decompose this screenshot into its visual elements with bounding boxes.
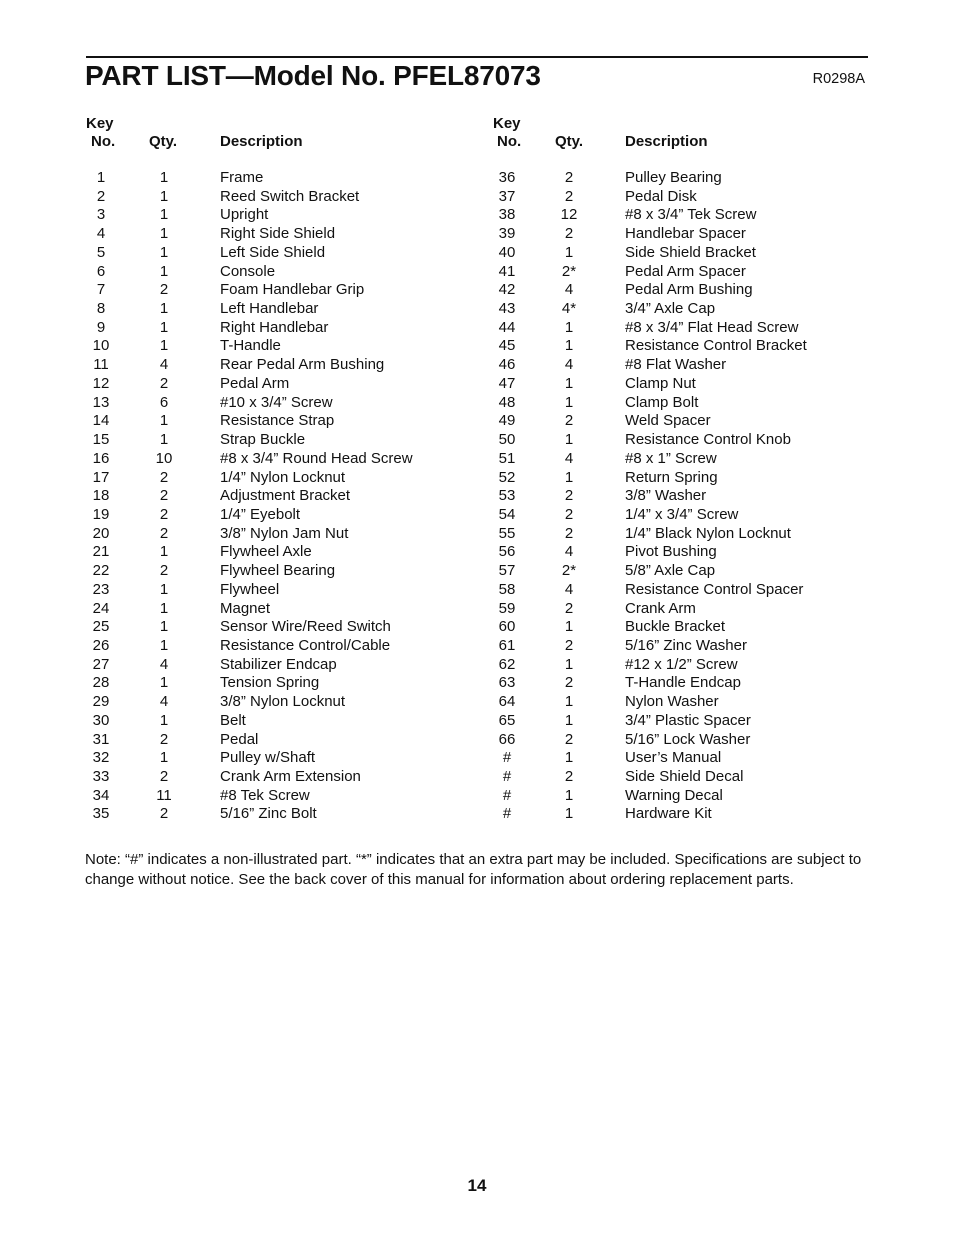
part-description: Side Shield Decal (625, 768, 744, 785)
part-quantity: 1 (564, 374, 574, 392)
part-key-number: 35 (92, 805, 110, 823)
part-description: Crank Arm (625, 599, 696, 617)
part-quantity: 1 (564, 318, 574, 336)
part-quantity: 2 (564, 225, 574, 243)
part-quantity: 6 (159, 393, 169, 411)
part-description: 5/16” Zinc Washer (625, 636, 747, 654)
page-title: PART LIST—Model No. PFEL87073 (85, 60, 541, 91)
part-description: Resistance Control Bracket (625, 337, 807, 355)
part-description: 5/8” Axle Cap (625, 562, 716, 580)
part-description: 5/16” Lock Washer (625, 730, 751, 748)
part-key-number: 19 (92, 505, 110, 523)
part-quantity: 2 (564, 524, 574, 542)
part-key-number: 22 (92, 562, 110, 580)
part-description: Right Side Shield (220, 225, 336, 243)
part-description: Reed Switch Bracket (220, 187, 360, 205)
part-description: Crank Arm Extension (220, 768, 361, 785)
part-quantity: 1 (564, 393, 574, 411)
part-key-number: 52 (498, 468, 516, 486)
part-quantity: 2 (159, 768, 169, 785)
part-key-number: 41 (498, 262, 516, 280)
part-key-number: 59 (498, 599, 516, 617)
part-description: 1/4” Nylon Locknut (220, 468, 346, 486)
part-key-number: 60 (498, 618, 516, 636)
part-description: Pulley w/Shaft (220, 749, 316, 767)
part-description: Pulley Bearing (625, 169, 722, 186)
part-description: Rear Pedal Arm Bushing (220, 356, 385, 374)
part-key-number: 27 (92, 655, 110, 673)
part-quantity: 4 (564, 580, 574, 598)
part-key-number: 39 (498, 225, 516, 243)
part-key-number: 63 (498, 674, 516, 692)
part-description: #8 Tek Screw (220, 786, 310, 804)
part-quantity: 2 (564, 599, 574, 617)
part-quantity: 4 (564, 281, 574, 299)
part-key-number: 13 (92, 393, 110, 411)
document-code: R0298A (812, 71, 865, 87)
part-quantity: 2 (159, 374, 169, 392)
part-quantity: 4 (159, 693, 169, 711)
part-quantity: 4* (561, 300, 577, 318)
part-key-number: 14 (92, 412, 110, 430)
part-quantity: 1 (159, 169, 169, 186)
part-description: 1/4” x 3/4” Screw (625, 505, 739, 523)
part-key-number: # (502, 805, 512, 823)
part-key-number: 12 (92, 374, 110, 392)
part-quantity: 2 (564, 768, 574, 785)
part-quantity: 2 (564, 187, 574, 205)
part-description: Resistance Control/Cable (220, 636, 391, 654)
part-description: Pivot Bushing (625, 543, 717, 561)
part-quantity: 1 (159, 225, 169, 243)
part-key-number: 46 (498, 356, 516, 374)
part-key-number: # (502, 786, 512, 804)
page-number: 14 (467, 1176, 487, 1195)
part-description: Resistance Strap (220, 412, 335, 430)
part-description: Clamp Nut (625, 374, 696, 392)
part-key-number: 1 (96, 169, 106, 186)
part-description: 3/8” Nylon Locknut (220, 693, 346, 711)
part-quantity: 2 (564, 674, 574, 692)
part-quantity: 1 (564, 431, 574, 449)
part-quantity: 2 (564, 636, 574, 654)
part-description: Frame (220, 169, 264, 186)
part-quantity: 1 (159, 337, 169, 355)
part-quantity: 4 (564, 543, 574, 561)
part-key-number: 24 (92, 599, 110, 617)
part-description: Return Spring (625, 468, 718, 486)
part-key-number: 20 (92, 524, 110, 542)
part-description: 1/4” Black Nylon Locknut (625, 524, 791, 542)
part-description: 1/4” Eyebolt (220, 505, 301, 523)
part-quantity: 1 (564, 749, 574, 767)
part-key-number: 8 (96, 300, 106, 318)
part-quantity: 1 (564, 805, 574, 823)
part-key-number: 7 (96, 281, 106, 299)
part-key-number: 18 (92, 487, 110, 505)
right-description-header: Description (625, 133, 708, 150)
part-key-number: 64 (498, 693, 516, 711)
part-description: #8 x 3/4” Round Head Screw (220, 449, 413, 467)
part-description: Weld Spacer (625, 412, 711, 430)
part-key-number: 36 (498, 169, 516, 186)
part-description: Pedal Arm (220, 374, 290, 392)
part-description: T-Handle (220, 337, 281, 355)
part-key-number: 58 (498, 580, 516, 598)
part-key-number: 43 (498, 300, 516, 318)
part-key-number: 10 (92, 337, 110, 355)
part-description: Buckle Bracket (625, 618, 726, 636)
part-quantity: 2 (159, 468, 169, 486)
part-quantity: 1 (159, 431, 169, 449)
part-key-number: 61 (498, 636, 516, 654)
part-key-number: 32 (92, 749, 110, 767)
part-description: Pedal Disk (625, 187, 697, 205)
part-key-number: 48 (498, 393, 516, 411)
part-quantity: 2 (159, 281, 169, 299)
part-key-number: 2 (96, 187, 106, 205)
part-quantity: 1 (159, 412, 169, 430)
part-description: T-Handle Endcap (625, 674, 741, 692)
part-description: #8 x 1” Screw (625, 449, 717, 467)
part-quantity: 2 (564, 730, 574, 748)
part-description: Resistance Control Knob (625, 431, 791, 449)
part-description: Sensor Wire/Reed Switch (220, 618, 391, 636)
part-description: 3/8” Washer (625, 487, 707, 505)
part-description: Side Shield Bracket (625, 243, 756, 261)
part-description: Foam Handlebar Grip (220, 281, 365, 299)
part-description: 3/8” Nylon Jam Nut (220, 524, 349, 542)
part-quantity: 1 (564, 711, 574, 729)
part-key-number: 45 (498, 337, 516, 355)
part-quantity: 4 (564, 356, 574, 374)
part-description: Flywheel Axle (220, 543, 312, 561)
part-key-number: 34 (92, 786, 110, 804)
part-key-number: # (502, 749, 512, 767)
right-key-header-line1: Key (493, 115, 521, 132)
part-description: Handlebar Spacer (625, 225, 746, 243)
part-key-number: 57 (498, 562, 516, 580)
part-quantity: 1 (159, 206, 169, 224)
part-description: Left Handlebar (220, 300, 319, 318)
part-description: Tension Spring (220, 674, 320, 692)
part-description: #12 x 1/2” Screw (625, 655, 738, 673)
part-quantity: 1 (159, 580, 169, 598)
left-key-header-line2: No. (91, 133, 116, 150)
part-key-number: 66 (498, 730, 516, 748)
part-quantity: 2* (561, 562, 577, 580)
part-description: Clamp Bolt (625, 393, 699, 411)
left-key-header-line1: Key (86, 115, 114, 132)
part-quantity: 1 (564, 468, 574, 486)
part-key-number: 21 (92, 543, 110, 561)
part-quantity: 2 (159, 562, 169, 580)
part-quantity: 1 (159, 543, 169, 561)
part-key-number: 29 (92, 693, 110, 711)
part-description: Left Side Shield (220, 243, 326, 261)
part-description: #8 x 3/4” Flat Head Screw (625, 318, 799, 336)
right-key-header-line2: No. (497, 133, 522, 150)
part-key-number: 56 (498, 543, 516, 561)
part-quantity: 1 (564, 655, 574, 673)
part-quantity: 11 (156, 786, 172, 804)
part-description: Stabilizer Endcap (220, 655, 337, 673)
part-key-number: 28 (92, 674, 110, 692)
part-key-number: 49 (498, 412, 516, 430)
right-qty-header: Qty. (555, 133, 584, 150)
part-description: Pedal (220, 730, 259, 748)
part-description: Flywheel Bearing (220, 562, 336, 580)
part-quantity: 2 (159, 524, 169, 542)
part-quantity: 4 (564, 449, 574, 467)
part-key-number: 42 (498, 281, 516, 299)
part-quantity: 1 (159, 618, 169, 636)
part-quantity: 1 (159, 674, 169, 692)
part-quantity: 1 (159, 318, 169, 336)
parts-note: Note: “#” indicates a non-illustrated part. “*” indicates that an extra part may be included. Specifications are subject to change without notice. See the back cover of this manual for information about ordering replacement parts. (85, 851, 862, 888)
part-description: Nylon Washer (625, 693, 719, 711)
part-quantity: 2 (564, 505, 574, 523)
part-key-number: 38 (498, 206, 516, 224)
part-quantity: 1 (159, 243, 169, 261)
part-quantity: 2 (159, 805, 169, 823)
part-key-number: 50 (498, 431, 516, 449)
part-quantity: 1 (564, 693, 574, 711)
part-key-number: 55 (498, 524, 516, 542)
part-key-number: 31 (92, 730, 110, 748)
part-key-number: 65 (498, 711, 516, 729)
part-quantity: 4 (159, 356, 169, 374)
part-key-number: 54 (498, 505, 516, 523)
part-key-number: 40 (498, 243, 516, 261)
part-key-number: 4 (96, 225, 106, 243)
part-key-number: 47 (498, 374, 516, 392)
part-quantity: 1 (159, 262, 169, 280)
part-description: Belt (220, 711, 246, 729)
part-description: Hardware Kit (625, 805, 712, 823)
part-description: Strap Buckle (220, 431, 306, 449)
part-quantity: 2 (159, 730, 169, 748)
part-quantity: 2 (564, 412, 574, 430)
part-quantity: 1 (564, 243, 574, 261)
part-description: Pedal Arm Spacer (625, 262, 746, 280)
part-description: 5/16” Zinc Bolt (220, 805, 317, 823)
part-key-number: 5 (96, 243, 106, 261)
part-quantity: 1 (159, 187, 169, 205)
part-description: Pedal Arm Bushing (625, 281, 753, 299)
part-description: Upright (220, 206, 269, 224)
part-key-number: 33 (92, 768, 110, 785)
part-key-number: 3 (96, 206, 106, 224)
part-description: 3/4” Axle Cap (625, 300, 716, 318)
part-key-number: 16 (92, 449, 110, 467)
part-description: Right Handlebar (220, 318, 329, 336)
part-key-number: # (502, 768, 512, 785)
part-quantity: 2 (564, 487, 574, 505)
part-description: Magnet (220, 599, 271, 617)
part-description: Resistance Control Spacer (625, 580, 804, 598)
part-key-number: 37 (498, 187, 516, 205)
left-qty-header: Qty. (149, 133, 178, 150)
part-key-number: 62 (498, 655, 516, 673)
part-quantity: 1 (159, 636, 169, 654)
part-quantity: 2 (159, 487, 169, 505)
part-key-number: 9 (96, 318, 106, 336)
part-description: User’s Manual (625, 749, 722, 767)
part-key-number: 44 (498, 318, 516, 336)
part-key-number: 11 (93, 356, 109, 374)
part-description: 3/4” Plastic Spacer (625, 711, 751, 729)
part-quantity: 1 (159, 711, 169, 729)
part-key-number: 23 (92, 580, 110, 598)
part-description: #8 Flat Washer (625, 356, 727, 374)
part-quantity: 1 (159, 749, 169, 767)
part-description: Flywheel (220, 580, 280, 598)
part-description: Warning Decal (625, 786, 723, 804)
part-quantity: 1 (159, 300, 169, 318)
part-key-number: 53 (498, 487, 516, 505)
part-quantity: 2 (159, 505, 169, 523)
part-quantity: 4 (159, 655, 169, 673)
part-key-number: 26 (92, 636, 110, 654)
part-key-number: 30 (92, 711, 110, 729)
part-quantity: 2 (564, 169, 574, 186)
part-key-number: 15 (92, 431, 110, 449)
part-quantity: 1 (564, 786, 574, 804)
part-key-number: 17 (92, 468, 110, 486)
part-key-number: 25 (92, 618, 110, 636)
part-description: Adjustment Bracket (220, 487, 351, 505)
left-description-header: Description (220, 133, 303, 150)
part-quantity: 10 (155, 449, 173, 467)
part-description: #8 x 3/4” Tek Screw (625, 206, 757, 224)
part-quantity: 12 (560, 206, 578, 224)
part-description: #10 x 3/4” Screw (220, 393, 333, 411)
part-key-number: 51 (498, 449, 516, 467)
part-quantity: 1 (564, 337, 574, 355)
part-description: Console (220, 262, 276, 280)
part-quantity: 1 (564, 618, 574, 636)
part-quantity: 1 (159, 599, 169, 617)
part-key-number: 6 (96, 262, 106, 280)
part-quantity: 2* (561, 262, 577, 280)
